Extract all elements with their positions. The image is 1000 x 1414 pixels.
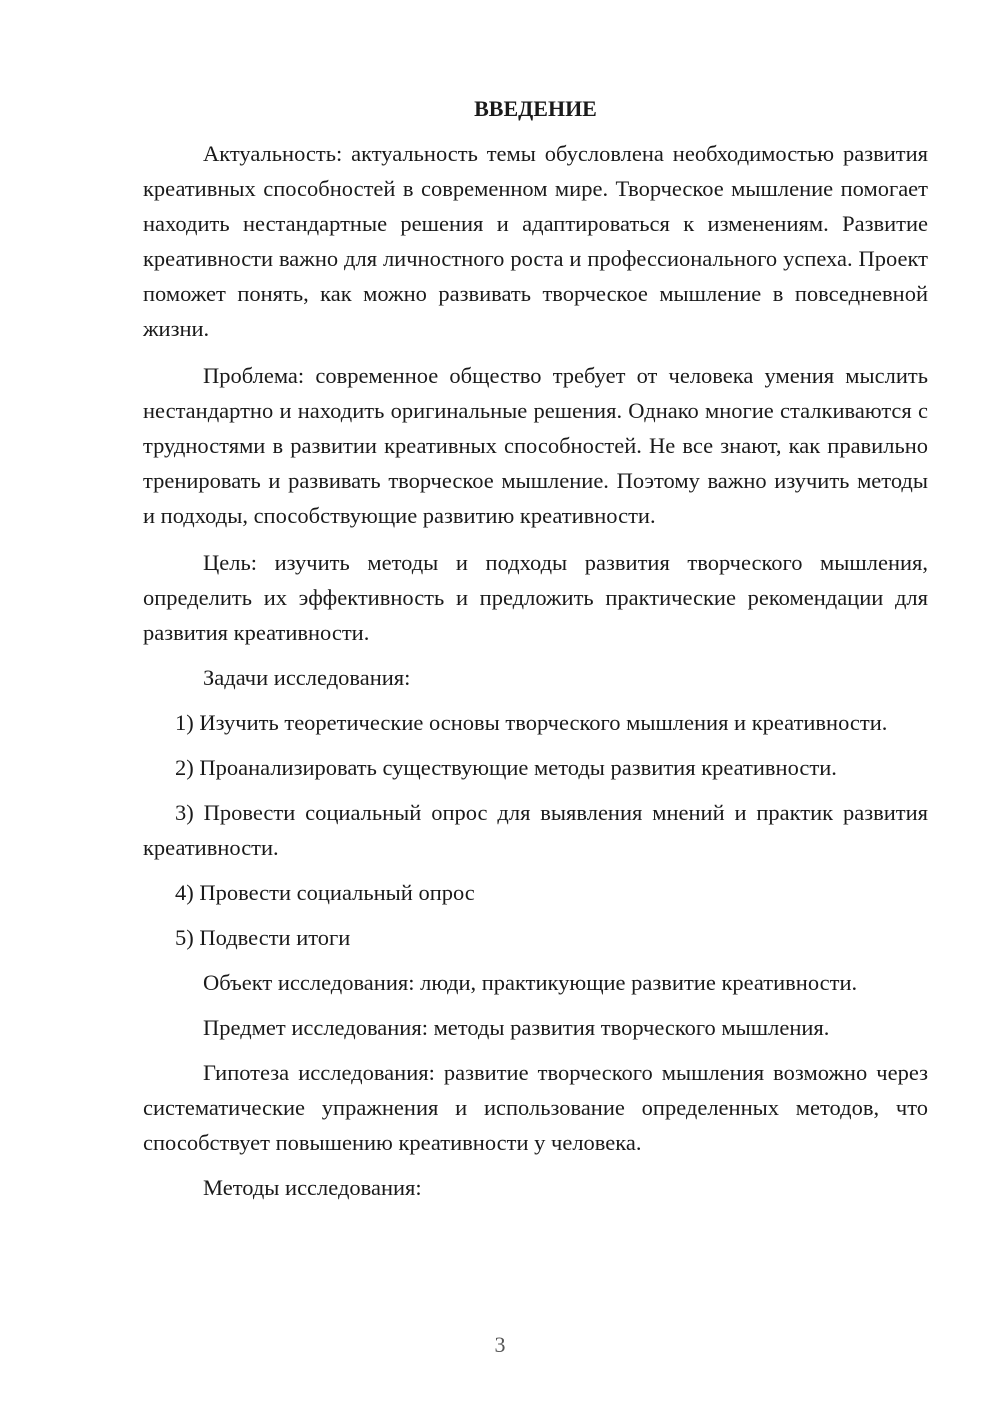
page-number: 3 [494, 1332, 506, 1357]
tasks-list [143, 705, 928, 955]
goal-paragraph: Цель: изучить методы и подходы развития творческого мышления, определить их эффективность и предложить практические рекомендации для развития креативности. [143, 550, 928, 645]
object-paragraph: Объект исследования: люди, практикующие развитие креативности. [203, 970, 858, 995]
document-page [143, 94, 928, 1215]
subject-paragraph: Предмет исследования: методы развития творческого мышления. [203, 1015, 830, 1040]
task-item: 2) Проанализировать существующие методы развития креативности. [175, 755, 837, 780]
problem-paragraph: Проблема: современное общество требует от человека умения мыслить нестандартно и находить оригинальные решения. Однако многие сталкиваются с трудностями в развитии креативных способностей. Не все знают, как правильно тренировать и развивать творческое мышление. Поэтому важно изучить методы и подходы, способствующие развитию креативности. [143, 363, 928, 528]
relevance-paragraph: Актуальность: актуальность темы обусловлена необходимостью развития креативных способностей в современном мире. Творческое мышление помогает находить нестандартные решения и адаптироваться к изменениям. Развитие креативности важно для личностного роста и профессионального успеха. Проект поможет понять, как можно развивать творческое мышление в повседневной жизни. [143, 141, 928, 341]
hypothesis-paragraph: Гипотеза исследования: развитие творческого мышления возможно через систематические упражнения и использование определенных методов, что способствует повышению креативности у человека. [143, 1060, 928, 1155]
task-item: 1) Изучить теоретические основы творческого мышления и креативности. [175, 710, 888, 735]
task-item: 4) Провести социальный опрос [175, 880, 475, 905]
section-heading: ВВЕДЕНИЕ [474, 96, 597, 121]
task-item: 5) Подвести итоги [175, 925, 351, 950]
methods-heading: Методы исследования: [203, 1175, 422, 1200]
task-item: 3) Провести социальный опрос для выявления мнений и практик развития креативности. [143, 800, 928, 860]
tasks-heading: Задачи исследования: [203, 665, 411, 690]
